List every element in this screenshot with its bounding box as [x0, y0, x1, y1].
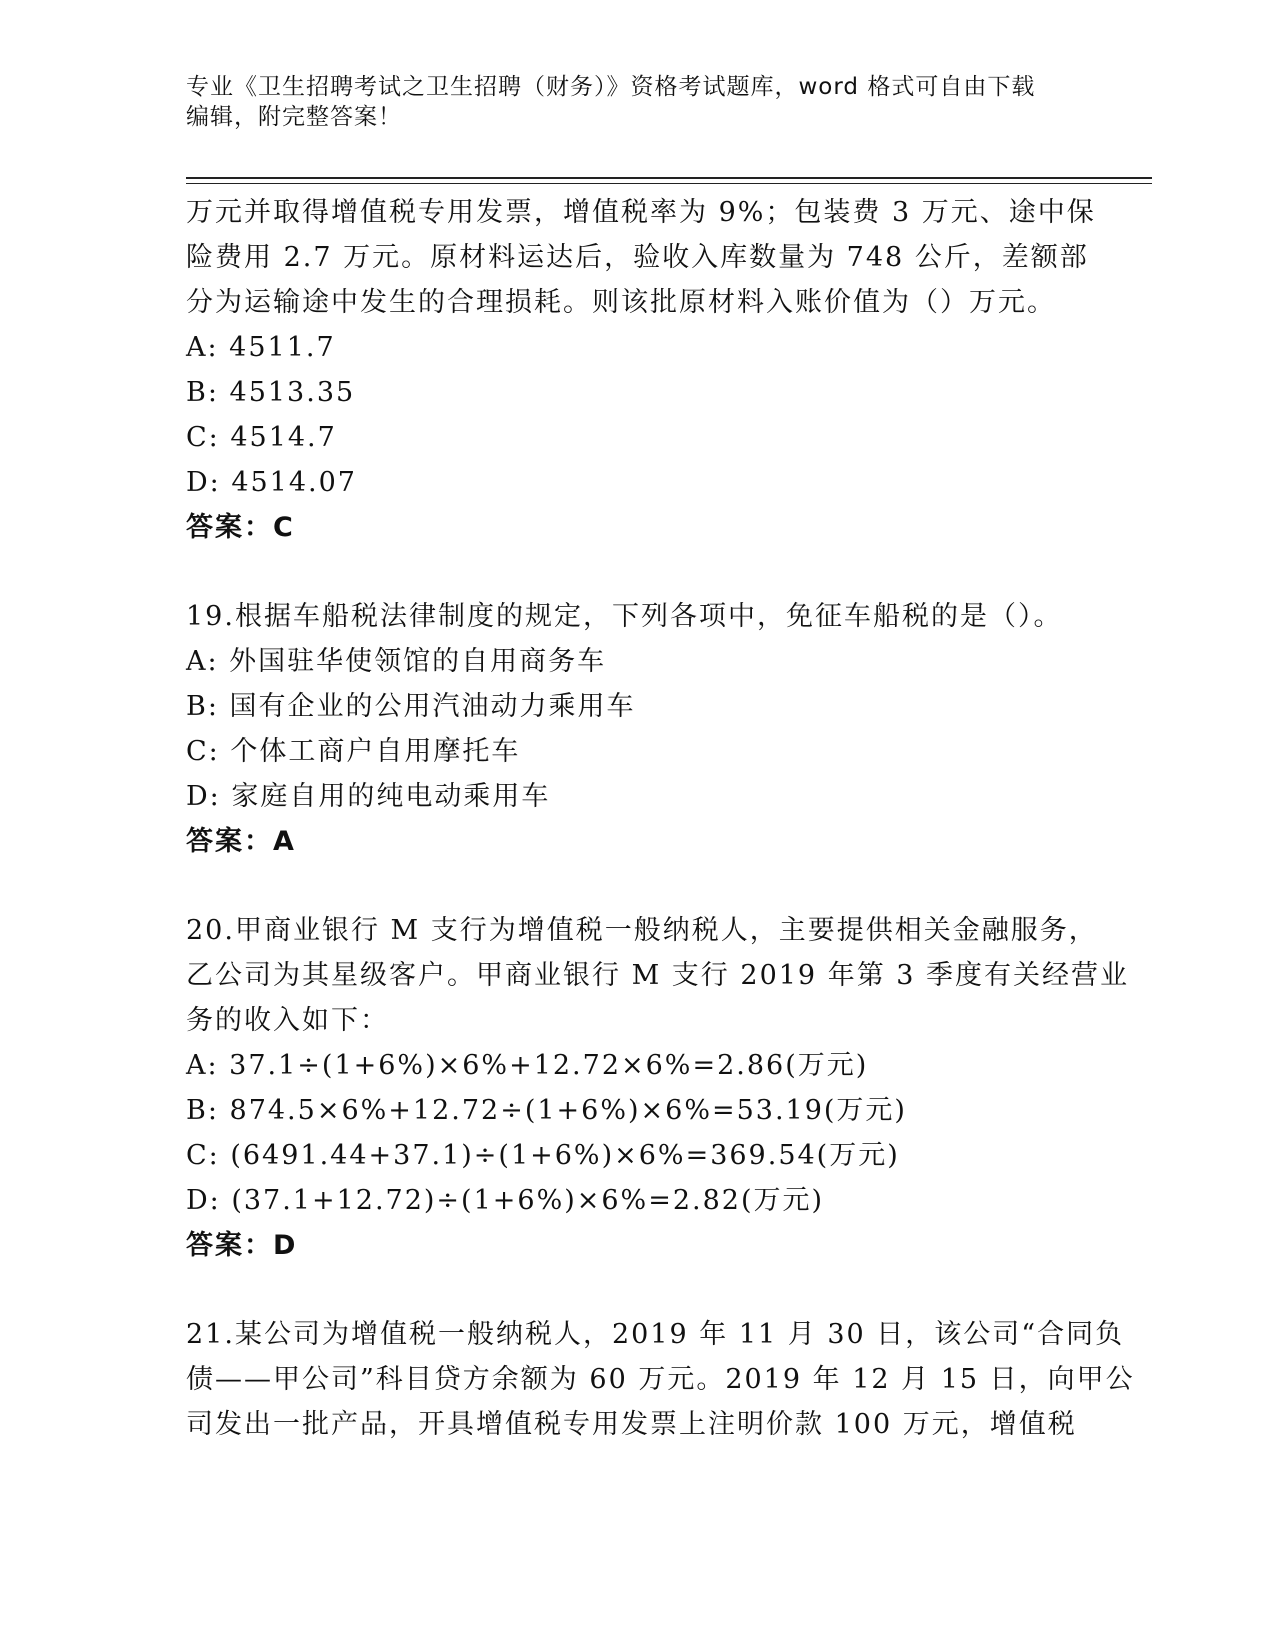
question-20: [186, 908, 1130, 1268]
option-a: A: 外国驻华使领馆的自用商务车: [186, 646, 607, 677]
option-a: A: 4511.7: [186, 332, 336, 363]
question-stem-line: 乙公司为其星级客户。甲商业银行 M 支行 2019 年第 3 季度有关经营业: [186, 960, 1130, 991]
question-stem-line: 险费用 2.7 万元。原材料运达后，验收入库数量为 748 公斤，差额部: [186, 242, 1089, 273]
question-stem-line: 19.根据车船税法律制度的规定，下列各项中，免征车船税的是（）。: [186, 601, 1063, 632]
question-19: [186, 594, 1086, 864]
answer-line: 答案：C: [186, 512, 295, 543]
option-b: B: 4513.35: [186, 377, 356, 408]
page-header: [186, 72, 1086, 132]
header-line-1: 专业《卫生招聘考试之卫生招聘（财务）》资格考试题库，word 格式可自由下载: [186, 74, 1036, 100]
question-gap: [186, 550, 1086, 594]
option-b: B: 874.5×6%+12.72÷(1+6%)×6%=53.19(万元): [186, 1095, 907, 1126]
option-c: C: (6491.44+37.1)÷(1+6%)×6%=369.54(万元): [186, 1140, 900, 1171]
question-21: [186, 1312, 1135, 1447]
option-b: B: 国有企业的公用汽油动力乘用车: [186, 691, 636, 722]
header-rule-thin: [186, 183, 1152, 184]
answer-line: 答案：A: [186, 826, 296, 857]
option-d: D: (37.1+12.72)÷(1+6%)×6%=2.82(万元): [186, 1185, 825, 1216]
header-rule-thick: [186, 177, 1152, 179]
question-stem-line: 债——甲公司”科目贷方余额为 60 万元。2019 年 12 月 15 日，向甲公: [186, 1364, 1135, 1395]
question-gap: [186, 1268, 1086, 1312]
question-stem-line: 20.甲商业银行 M 支行为增值税一般纳税人，主要提供相关金融服务，: [186, 915, 1098, 946]
question-stem-line: 万元并取得增值税专用发票，增值税率为 9%；包装费 3 万元、途中保: [186, 197, 1096, 228]
option-c: C: 4514.7: [186, 422, 337, 453]
question-18: [186, 190, 1096, 550]
question-stem-line: 21.某公司为增值税一般纳税人，2019 年 11 月 30 日，该公司“合同负: [186, 1319, 1125, 1350]
option-c: C: 个体工商户自用摩托车: [186, 736, 521, 767]
option-a: A: 37.1÷(1+6%)×6%+12.72×6%=2.86(万元): [186, 1050, 869, 1081]
option-d: D: 4514.07: [186, 467, 357, 498]
question-content: [186, 190, 1135, 1447]
option-d: D: 家庭自用的纯电动乘用车: [186, 781, 551, 812]
header-line-2: 编辑，附完整答案！: [186, 104, 402, 130]
question-gap: [186, 864, 1086, 908]
question-stem-line: 务的收入如下：: [186, 1005, 389, 1036]
question-stem-line: 司发出一批产品，开具增值税专用发票上注明价款 100 万元，增值税: [186, 1409, 1077, 1440]
answer-line: 答案：D: [186, 1230, 298, 1261]
question-stem-line: 分为运输途中发生的合理损耗。则该批原材料入账价值为（）万元。: [186, 287, 1056, 318]
